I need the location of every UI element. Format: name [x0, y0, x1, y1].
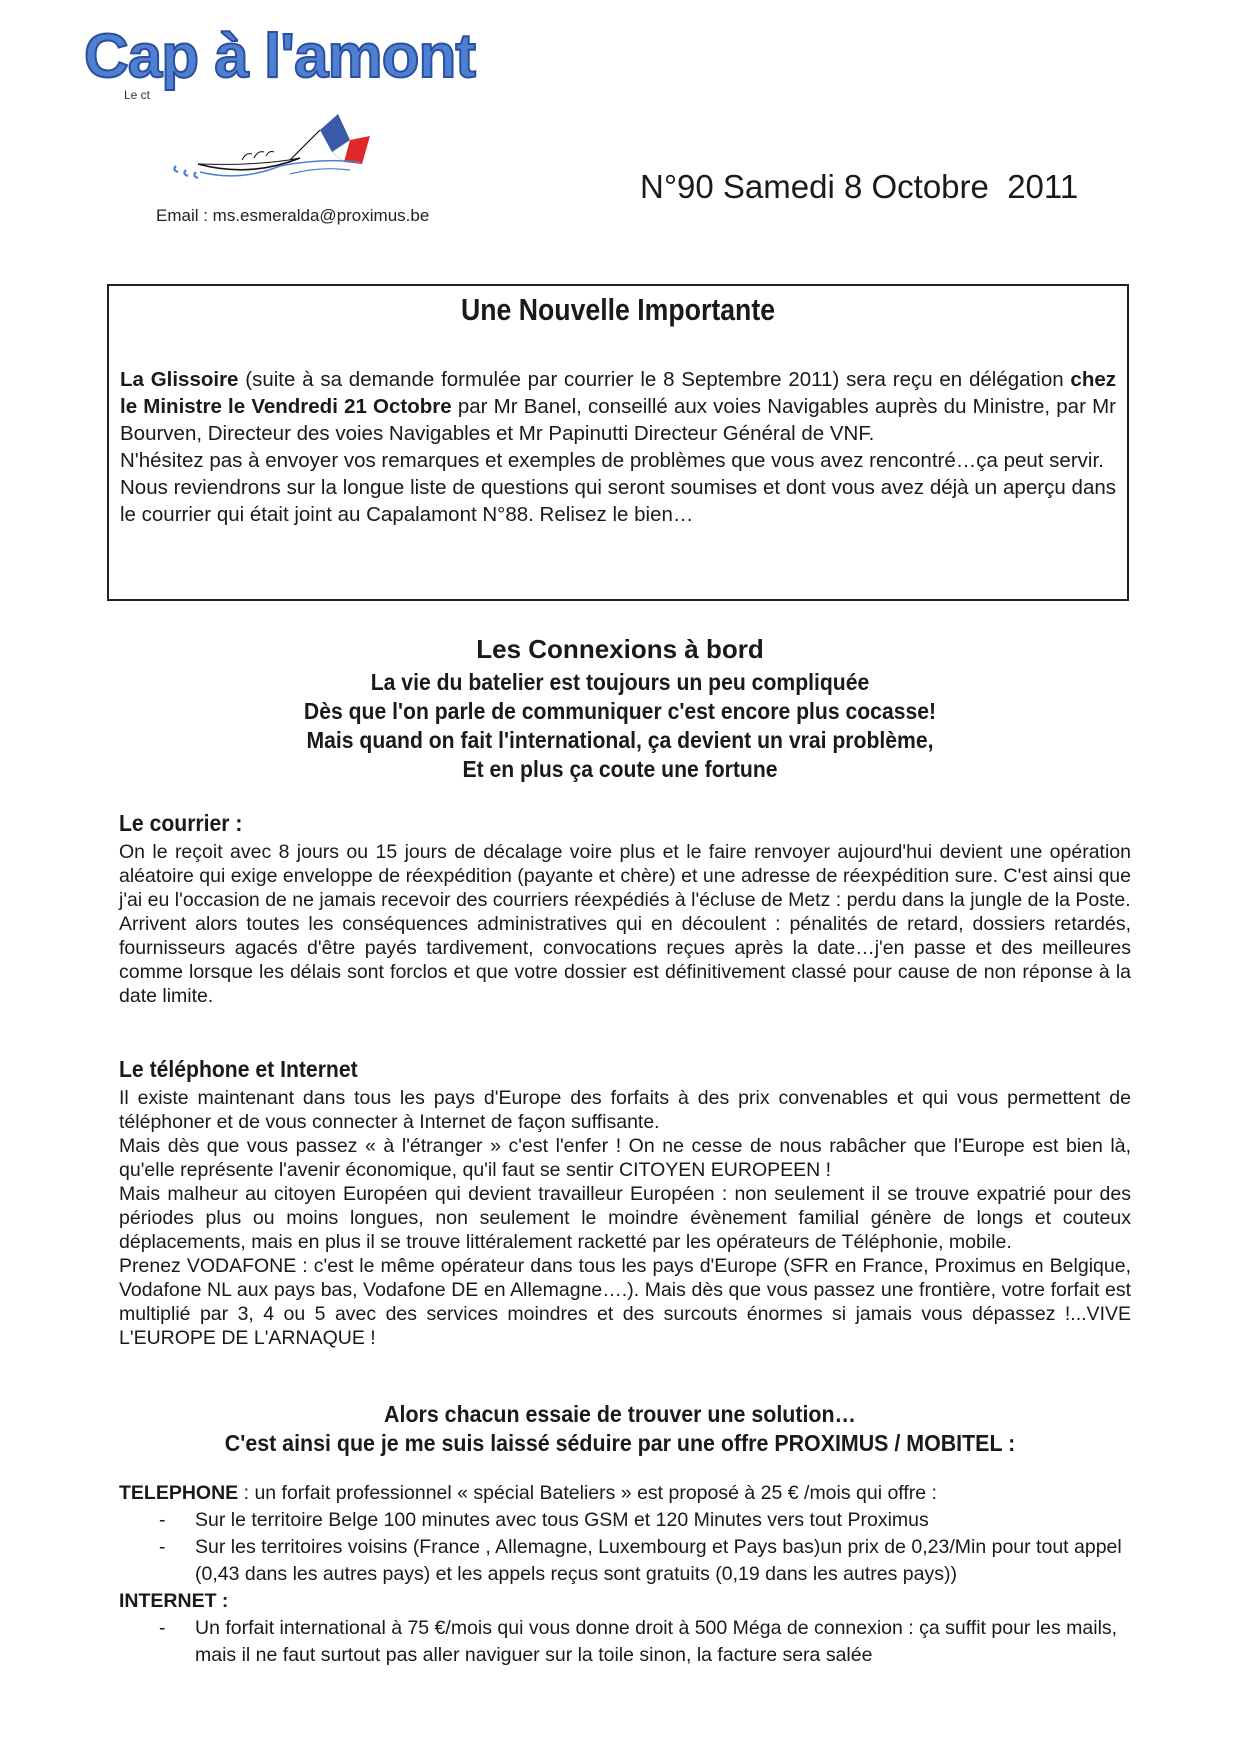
ministre-date-bold: chez le Ministre le Vendredi 21 Octobre [120, 368, 1116, 418]
news-box-body [120, 366, 1116, 528]
telephone-intro: : un forfait professionnel « spécial Bateliers » est proposé à 25 € /mois qui offre : [238, 1482, 937, 1504]
offer-title-line-1: Alors chacun essaie de trouver une solution… [384, 1401, 856, 1427]
news-paragraph-3: Nous reviendrons sur la longue liste de questions qui seront soumises et dont vous avez déjà un aperçu dans le courrier qui était joint au Capalamont N°88. Relisez le bien… [120, 476, 1116, 526]
logo-title: Cap à l'amont [84, 22, 476, 91]
courrier-paragraph-2: Arrivent alors toutes les conséquences administratives qui en découlent : pénalités de retard, dossiers retardés, fournisseurs agacés d'être payés tardivement, convocations reçues après la date…j'en passe et des meilleures comme lorsque les délais sont forclos et que votre dossier est définitivement classé pour cause de non réponse à la date limite. [119, 913, 1131, 1007]
news-box-title: Une Nouvelle Importante [460, 292, 776, 327]
boat-flag-logo-icon [170, 100, 410, 190]
telephone-item [119, 1534, 1131, 1588]
internet-label-text: INTERNET : [119, 1590, 229, 1612]
courrier-paragraph-1: On le reçoit avec 8 jours ou 15 jours de décalage voire plus et le faire renvoyer aujourd'hui devient une opération aléatoire qui exige enveloppe de réexpédition (payante et chère) et une adresse de réexpédition sure. C'est ainsi que j'ai eu l'occasion de ne jamais recevoir des courriers réexpédiés à l'écluse de Metz : perdu dans la jungle de la Poste. [119, 841, 1131, 911]
tel-paragraph-4: Prenez VODAFONE : c'est le même opérateur dans tous les pays d'Europe (SFR en France, Proximus en Belgique, Vodafone NL aux pays bas, Vodafone DE en Allemagne….). Mais dès que vous passez une frontière, votre forfait est multiplié par 3, 4 ou 5 avec des services moindres et des surcouts énormes si jamais vous dépassez !...VIVE L'EUROPE DE L'ARNAQUE ! [119, 1255, 1131, 1349]
heading-telephone-internet: Le téléphone et Internet [119, 1056, 358, 1082]
news-paragraph-2: N'hésitez pas à envoyer vos remarques et exemples de problèmes que vous avez rencontré…ça peut servir. [120, 449, 1104, 472]
tel-paragraph-3: Mais malheur au citoyen Européen qui devient travailleur Européen : non seulement il se trouve expatrié pour des périodes plus ou moins longues, non seulement le moindre évènement familial génère de longs et couteux déplacements, mais en plus il se trouve littéralement racketté par les opérateurs de Téléphonie, mobile. [119, 1183, 1131, 1253]
telephone-item [119, 1507, 1131, 1534]
tel-paragraph-1: Il existe maintenant dans tous les pays d'Europe des forfaits à des prix convenables et qui vous permettent de téléphoner et de vous connecter à Internet de façon suffisante. [119, 1087, 1131, 1133]
news-text: par Mr Banel, conseillé aux voies Navigables auprès du Ministre, par Mr Bourven, Directeur des voies Navigables et Mr Papinutti Directeur Général de VNF. [120, 395, 1116, 445]
subtitle-line: Dès que l'on parle de communiquer c'est encore plus cocasse! [303, 698, 937, 724]
subtitle-line: Mais quand on fait l'international, ça devient un vrai problème, [306, 727, 934, 753]
news-text: (suite à sa demande formulée par courrier le 8 Septembre 2011) sera reçu en délégation [238, 368, 1071, 391]
bullet-dash-icon: - [159, 1536, 166, 1558]
internet-label [119, 1588, 1131, 1615]
heading-courrier: Le courrier : [119, 810, 243, 836]
subtitle-line: La vie du batelier est toujours un peu compliquée [370, 669, 870, 695]
telephone-internet-text [119, 1086, 1131, 1350]
important-news-box [107, 284, 1129, 601]
connexions-subtitle [148, 668, 1092, 784]
bullet-dash-icon: - [159, 1509, 166, 1531]
courrier-text [119, 840, 1131, 1008]
telephone-offer-line [119, 1480, 1131, 1507]
glissoire-bold: La Glissoire [120, 368, 239, 391]
contact-email: Email : ms.esmeralda@proximus.be [156, 206, 430, 225]
bullet-dash-icon: - [159, 1617, 166, 1639]
internet-item [119, 1615, 1131, 1669]
logo-overlay-text: Le ct [124, 88, 151, 102]
news-paragraph-1 [120, 366, 1116, 447]
offer-title-line-2: C'est ainsi que je me suis laissé séduire par une offre PROXIMUS / MOBITEL : [224, 1430, 1016, 1456]
offer-title [143, 1400, 1097, 1458]
telephone-label: TELEPHONE [119, 1482, 239, 1504]
tel-paragraph-2: Mais dès que vous passez « à l'étranger » c'est l'enfer ! On ne cesse de nous rabâcher que l'Europe est bien là, qu'elle représente l'avenir économique, qu'il faut se sentir CITOYEN EUROPEEN ! [119, 1135, 1131, 1181]
subtitle-line: Et en plus ça coute une fortune [462, 756, 778, 782]
section-title-connexions: Les Connexions à bord [476, 634, 764, 664]
offer-details [119, 1480, 1131, 1669]
telephone-item-text: Sur les territoires voisins (France , Allemagne, Luxembourg et Pays bas)un prix de 0,23/Min pour tout appel (0,43 dans les autres pays) et les appels reçus sont gratuits (0,19 dans les autres pays)) [195, 1536, 1122, 1585]
telephone-item-text: Sur le territoire Belge 100 minutes avec tous GSM et 120 Minutes vers tout Proximus [195, 1509, 929, 1531]
internet-item-text: Un forfait international à 75 €/mois qui vous donne droit à 500 Méga de connexion : ça suffit pour les mails, mais il ne faut surtout pas aller naviguer sur la toile sinon, la facture sera salée [195, 1617, 1118, 1666]
issue-number-date: N°90 Samedi 8 Octobre 2011 [640, 168, 1079, 205]
